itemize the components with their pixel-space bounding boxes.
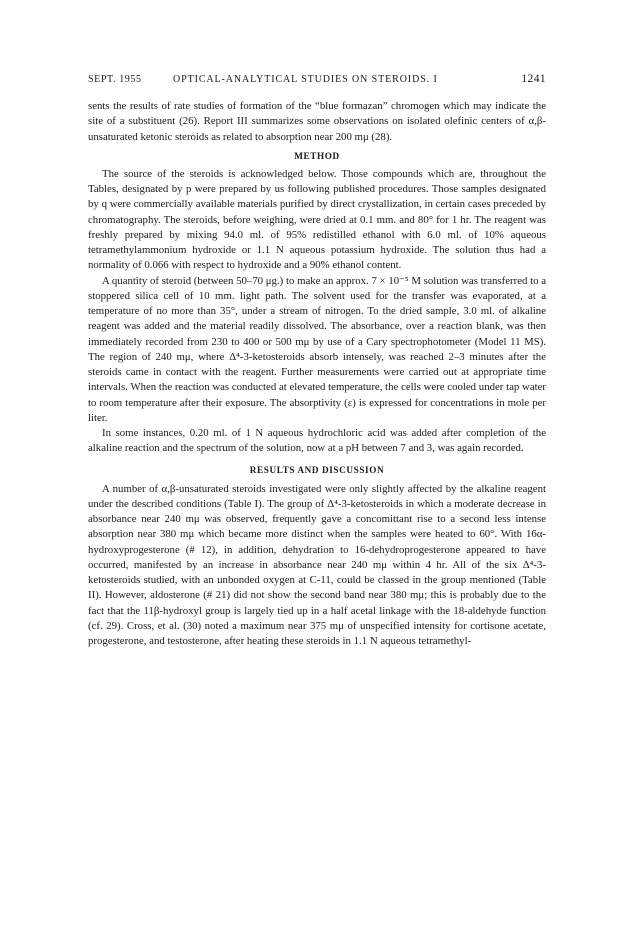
issue-date: SEPT. 1955 bbox=[88, 74, 142, 85]
running-head bbox=[88, 74, 546, 88]
method-paragraph-1: The source of the steroids is acknowledged below. Those compounds which are, throughout the Tables, designated by p were prepared by us following published procedures. Those samples designated by q were commercially available materials purified by direct crystallization, in certain cases preceded by chromatography. The steroids, before weighing, were dried at 0.1 mm. and 80° for 1 hr. The reagent was freshly prepared by mixing 94.0 ml. of 95% redistilled ethanol with 6.0 ml. of 10% aqueous tetramethylammonium hydroxide or 1.1 N aqueous potassium hydroxide. The solution thus had a normality of 0.066 with respect to hydroxide and a 90% ethanol content. bbox=[88, 167, 546, 272]
intro-paragraph: sents the results of rate studies of formation of the “blue formazan” chromogen which may indicate the site of a substituent (26). Report III summarizes some observations on isolated olefinic centers of α,β-unsaturated ketonic steroids as related to absorption near 200 mμ (28). bbox=[88, 100, 546, 143]
results-paragraph-1: A number of α,β-unsaturated steroids investigated were only slightly affected by the alkaline reagent under the described conditions (Table I). The group of Δ⁴-3-ketosteroids in which a moderate decrease in absorbance near 240 mμ was observed, frequently gave a concomittant rise to a second less intense absorption near 380 mμ which became more distinct when the samples were heated to 60°. With 16α-hydroxyprogesterone (# 12), in addition, dehydration to 16-dehydroprogesterone appeared to have occurred, manifested by an increase in absorbance near 240 mμ within 4 hr. All of the six Δ⁴-3-ketosteroids studied, with an unbonded oxygen at C-11, could be classed in the group mentioned (Table II). However, aldosterone (# 21) did not show the second band near 380 mμ; this is probably due to the fact that the 11β-hydroxyl group is largely tied up in a half acetal linkage with the 18-aldehyde function (cf. 29). Cross, et al. (30) noted a maximum near 375 mμ of unspecified intensity for cortisone acetate, progesterone, and testosterone, after heating these steroids in 1.1 N aqueous tetramethyl- bbox=[88, 482, 546, 647]
results-heading: RESULTS AND DISCUSSION bbox=[249, 464, 385, 475]
method-heading: METHOD bbox=[294, 150, 340, 161]
journal-running-title: OPTICAL-ANALYTICAL STUDIES ON STEROIDS. I bbox=[173, 74, 438, 85]
article-body bbox=[88, 99, 546, 649]
page-number: 1241 bbox=[521, 73, 546, 85]
method-paragraph-3: In some instances, 0.20 ml. of 1 N aqueous hydrochloric acid was added after completion of the alkaline reaction and the spectrum of the solution, now at a pH between 7 and 3, was again recorded. bbox=[88, 427, 546, 455]
method-paragraph-2: A quantity of steroid (between 50–70 μg.) to make an approx. 7 × 10⁻⁵ M solution was transferred to a stoppered silica cell of 10 mm. light path. The solvent used for the transfer was evaporated, at a temperature of no more than 35°, under a stream of nitrogen. To the dried sample, 3.0 ml. of alkaline reagent was added and the material readily dissolved. The absorbance, over a reaction blank, was then immediately recorded from 230 to 400 or 500 mμ by use of a Cary spectrophotometer (Model 11 MS). The region of 240 mμ, where Δ⁴-3-ketosteroids absorb intensely, was reached 2–3 minutes after the steroids came in contact with the reagent. Further measurements were carried out at appropriate time intervals. When the reaction was conducted at elevated temperature, the cells were cooled under tap water to room temperature after their exposure. The absorptivity (ε) is expressed for concentrations in mole per liter. bbox=[88, 274, 546, 424]
